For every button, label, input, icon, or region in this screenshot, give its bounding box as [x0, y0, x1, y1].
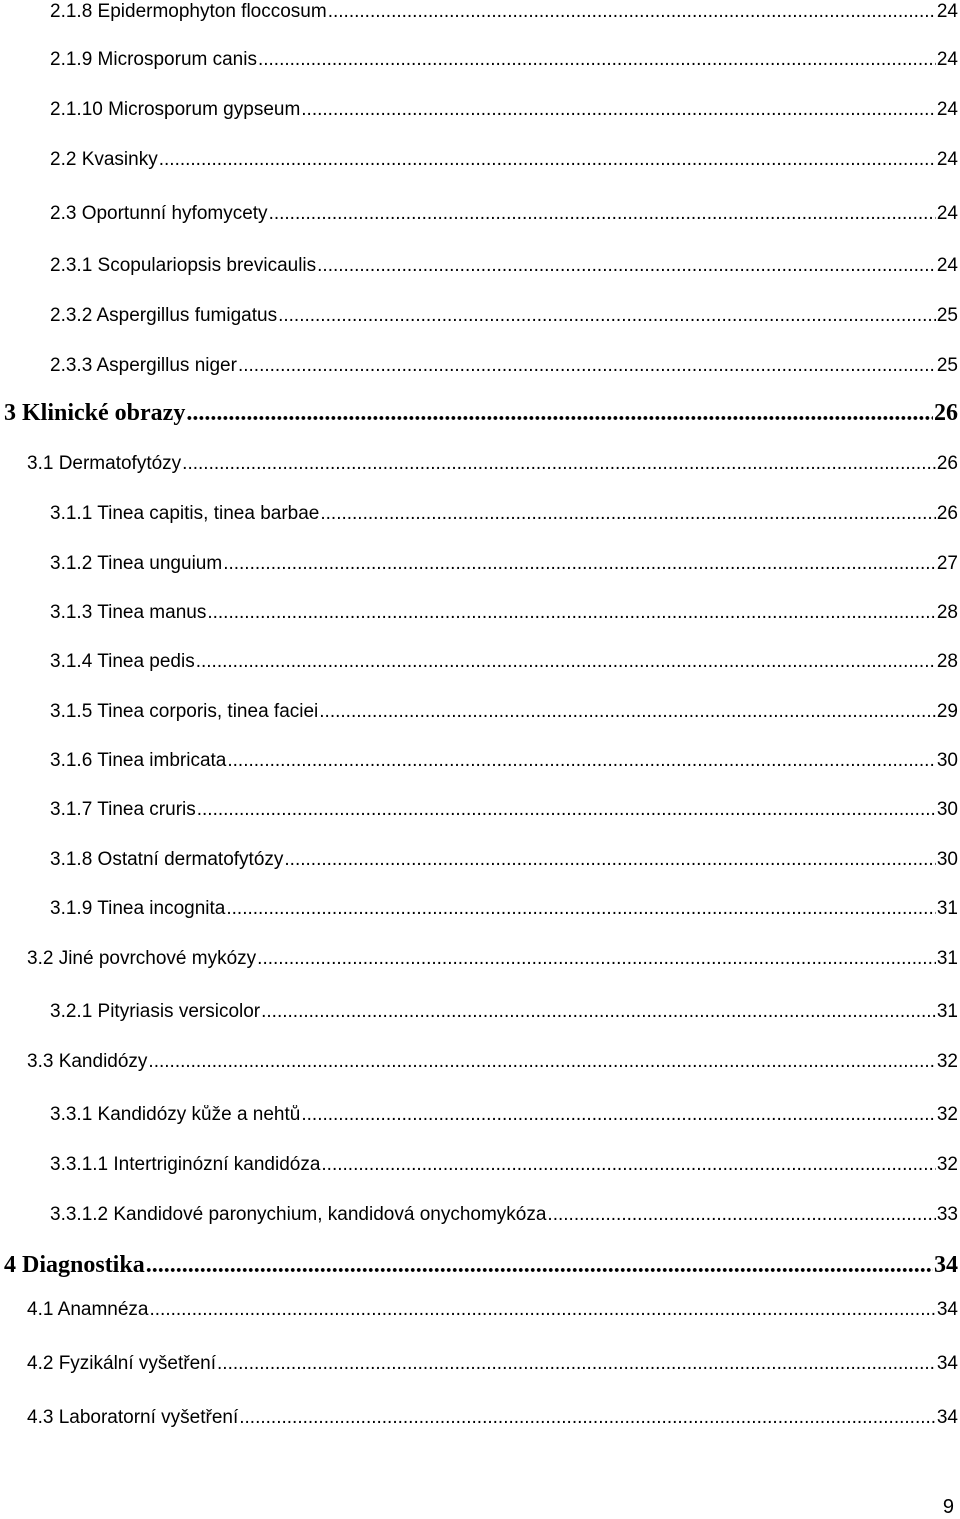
- toc-entry-page: 34: [936, 1354, 958, 1373]
- dot-leader: [278, 306, 936, 325]
- toc-entry-title: 3.3 Kandidózy: [27, 1052, 148, 1071]
- toc-entry-title: 3.1.4 Tinea pedis: [50, 652, 195, 671]
- toc-entry-page: 24: [936, 100, 958, 119]
- toc-entry-page: 24: [936, 150, 958, 169]
- dot-leader: [301, 1105, 936, 1124]
- toc-entry-chapter[interactable]: [4, 1253, 958, 1277]
- toc-entry-page: 25: [936, 306, 958, 325]
- toc-entry-page: 24: [936, 2, 958, 21]
- toc-entry-page: 31: [936, 1002, 958, 1021]
- toc-entry-page: 28: [936, 652, 958, 671]
- dot-leader: [223, 554, 936, 573]
- toc-entry-title: 3.1.9 Tinea incognita: [50, 899, 226, 918]
- toc-entry[interactable]: [50, 150, 958, 169]
- dot-leader: [284, 850, 935, 869]
- toc-entry-title: 3.1.8 Ostatní dermatofytózy: [50, 850, 284, 869]
- toc-entry[interactable]: [27, 1408, 958, 1427]
- toc-entry[interactable]: [50, 50, 958, 69]
- toc-entry-page: 30: [936, 751, 958, 770]
- dot-leader: [321, 1155, 935, 1174]
- toc-entry-title: 4.3 Laboratorní vyšetření: [27, 1408, 239, 1427]
- toc-entry-page: 32: [936, 1052, 958, 1071]
- toc-entry-page: 32: [936, 1105, 958, 1124]
- toc-entry-page: 27: [936, 554, 958, 573]
- dot-leader: [328, 2, 936, 21]
- toc-entry-title: 3.1.7 Tinea cruris: [50, 800, 196, 819]
- toc-entry-title: 3 Klinické obrazy: [4, 401, 186, 425]
- dot-leader: [182, 454, 936, 473]
- dot-leader: [217, 1354, 936, 1373]
- toc-entry-title: 2.1.9 Microsporum canis: [50, 50, 257, 69]
- toc-entry-page: 26: [934, 401, 958, 425]
- dot-leader: [547, 1205, 935, 1224]
- toc-entry-title: 2.1.10 Microsporum gypseum: [50, 100, 301, 119]
- toc-entry[interactable]: [50, 850, 958, 869]
- toc-entry-page: 26: [936, 454, 958, 473]
- toc-entry[interactable]: [50, 1155, 958, 1174]
- toc-entry[interactable]: [27, 1052, 958, 1071]
- toc-entry-page: 31: [936, 899, 958, 918]
- toc-entry[interactable]: [50, 1002, 958, 1021]
- toc-entry-page: 26: [936, 504, 958, 523]
- toc-entry-page: 24: [936, 204, 958, 223]
- toc-entry[interactable]: [50, 1205, 958, 1224]
- dot-leader: [227, 751, 935, 770]
- toc-entry-title: 2.2 Kvasinky: [50, 150, 158, 169]
- toc-entry[interactable]: [27, 454, 958, 473]
- toc-entry-page: 30: [936, 850, 958, 869]
- dot-leader: [159, 150, 936, 169]
- toc-entry-page: 32: [936, 1155, 958, 1174]
- toc-entry-title: 3.2 Jiné povrchové mykózy: [27, 949, 257, 968]
- toc-entry-title: 2.3 Oportunní hyfomycety: [50, 204, 268, 223]
- toc-entry-page: 24: [936, 50, 958, 69]
- toc-entry-page: 34: [936, 1408, 958, 1427]
- dot-leader: [258, 50, 936, 69]
- toc-entry[interactable]: [50, 256, 958, 275]
- toc-entry-title: 3.3.1.2 Kandidové paronychium, kandidová onychomykóza: [50, 1205, 547, 1224]
- toc-entry[interactable]: [50, 603, 958, 622]
- toc-entry-page: 30: [936, 800, 958, 819]
- dot-leader: [226, 899, 936, 918]
- dot-leader: [186, 401, 933, 425]
- toc-entry[interactable]: [50, 751, 958, 770]
- toc-entry-title: 3.1.6 Tinea imbricata: [50, 751, 227, 770]
- toc-entry[interactable]: [50, 356, 958, 375]
- toc-entry-page: 31: [936, 949, 958, 968]
- toc-entry[interactable]: [50, 204, 958, 223]
- toc-entry[interactable]: [50, 800, 958, 819]
- toc-entry-title: 2.1.8 Epidermophyton floccosum: [50, 2, 327, 21]
- toc-entry[interactable]: [50, 2, 958, 21]
- dot-leader: [257, 949, 936, 968]
- toc-entry-title: 4.2 Fyzikální vyšetření: [27, 1354, 217, 1373]
- toc-entry-title: 2.3.1 Scopulariopsis brevicaulis: [50, 256, 317, 275]
- toc-entry-title: 2.3.2 Aspergillus fumigatus: [50, 306, 278, 325]
- toc-entry-title: 4.1 Anamnéza: [27, 1300, 149, 1319]
- dot-leader: [196, 652, 936, 671]
- toc-entry[interactable]: [27, 1354, 958, 1373]
- dot-leader: [238, 356, 936, 375]
- toc-entry[interactable]: [50, 899, 958, 918]
- toc-entry[interactable]: [50, 504, 958, 523]
- toc-entry[interactable]: [27, 949, 958, 968]
- toc-entry-page: 33: [936, 1205, 958, 1224]
- toc-entry[interactable]: [50, 652, 958, 671]
- dot-leader: [269, 204, 936, 223]
- toc-entry[interactable]: [50, 702, 958, 721]
- toc-entry[interactable]: [50, 1105, 958, 1124]
- page-number: 9: [942, 1496, 954, 1518]
- toc-entry-title: 3.3.1 Kandidózy kůže a nehtů: [50, 1105, 301, 1124]
- toc-entry-title: 2.3.3 Aspergillus niger: [50, 356, 237, 375]
- toc-entry-page: 29: [936, 702, 958, 721]
- dot-leader: [319, 702, 936, 721]
- toc-entry-title: 3.1.5 Tinea corporis, tinea faciei: [50, 702, 319, 721]
- toc-entry[interactable]: [50, 554, 958, 573]
- toc-entry-title: 3.1.2 Tinea unguium: [50, 554, 223, 573]
- dot-leader: [317, 256, 936, 275]
- toc-entry-title: 3.2.1 Pityriasis versicolor: [50, 1002, 261, 1021]
- toc-entry[interactable]: [50, 306, 958, 325]
- dot-leader: [301, 100, 936, 119]
- toc-entry-page: 34: [936, 1300, 958, 1319]
- toc-entry-title: 3.1 Dermatofytózy: [27, 454, 182, 473]
- dot-leader: [207, 603, 936, 622]
- toc-entry-title: 3.3.1.1 Intertriginózní kandidóza: [50, 1155, 321, 1174]
- toc-entry-chapter[interactable]: [4, 401, 958, 425]
- toc-entry-page: 34: [934, 1253, 958, 1277]
- toc-entry-page: 28: [936, 603, 958, 622]
- toc-entry-title: 4 Diagnostika: [4, 1253, 145, 1277]
- dot-leader: [320, 504, 936, 523]
- dot-leader: [146, 1253, 933, 1277]
- toc-entry-page: 25: [936, 356, 958, 375]
- dot-leader: [197, 800, 936, 819]
- dot-leader: [148, 1052, 935, 1071]
- dot-leader: [149, 1300, 935, 1319]
- toc-entry[interactable]: [27, 1300, 958, 1319]
- toc-entry[interactable]: [50, 100, 958, 119]
- dot-leader: [239, 1408, 936, 1427]
- toc-entry-page: 24: [936, 256, 958, 275]
- toc-entry-title: 3.1.3 Tinea manus: [50, 603, 207, 622]
- dot-leader: [261, 1002, 936, 1021]
- toc-entry-title: 3.1.1 Tinea capitis, tinea barbae: [50, 504, 320, 523]
